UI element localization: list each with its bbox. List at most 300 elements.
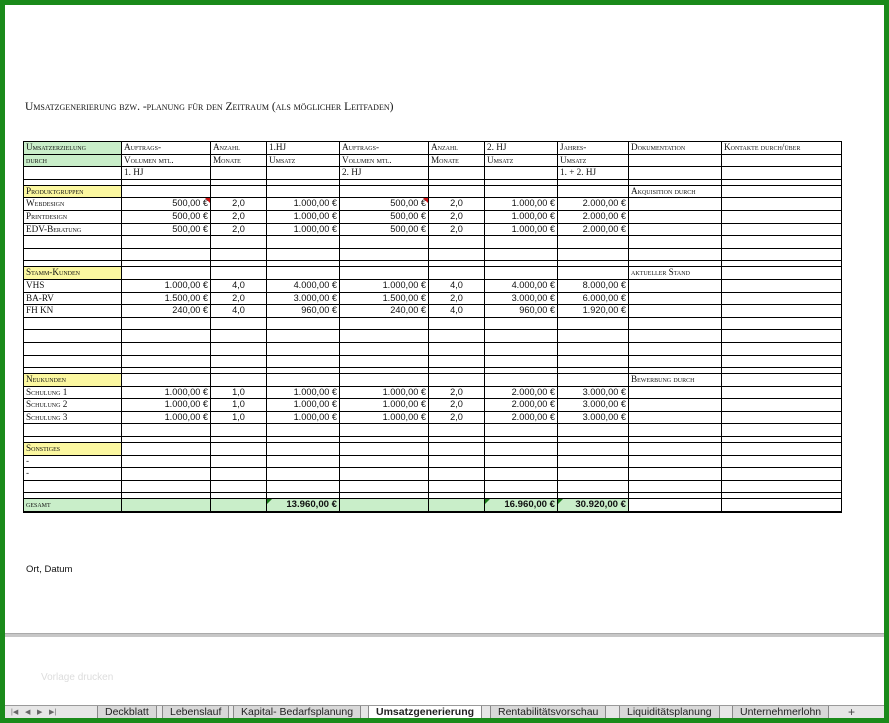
- doc-cell[interactable]: [629, 292, 722, 305]
- volume-hj2-cell[interactable]: 1.000,00 €: [340, 279, 429, 292]
- header-cell[interactable]: Auftrags-: [122, 142, 211, 155]
- empty-cell[interactable]: [722, 355, 842, 368]
- months-hj2-cell[interactable]: 4,0: [429, 279, 485, 292]
- header-cell[interactable]: 1. + 2. HJ: [558, 167, 629, 180]
- empty-cell[interactable]: [629, 342, 722, 355]
- header-cell[interactable]: Umsatzerzielung: [24, 142, 122, 155]
- empty-cell[interactable]: [485, 185, 558, 198]
- empty-cell[interactable]: [211, 468, 267, 481]
- empty-cell[interactable]: [629, 455, 722, 468]
- empty-cell[interactable]: [211, 443, 267, 456]
- row-label[interactable]: Schulung 1: [24, 386, 122, 399]
- annual-revenue-cell[interactable]: 2.000,00 €: [558, 223, 629, 236]
- header-cell[interactable]: Monate: [429, 154, 485, 167]
- empty-cell[interactable]: [340, 330, 429, 343]
- empty-cell[interactable]: [558, 355, 629, 368]
- empty-cell[interactable]: [122, 455, 211, 468]
- contact-cell[interactable]: [722, 279, 842, 292]
- empty-cell[interactable]: [558, 480, 629, 493]
- revenue-hj1-cell[interactable]: 4.000,00 €: [267, 279, 340, 292]
- header-cell[interactable]: [211, 167, 267, 180]
- empty-cell[interactable]: [211, 342, 267, 355]
- empty-cell[interactable]: [629, 468, 722, 481]
- empty-cell[interactable]: [429, 374, 485, 387]
- empty-cell[interactable]: [211, 424, 267, 437]
- revenue-hj1-cell[interactable]: 1.000,00 €: [267, 399, 340, 412]
- empty-cell[interactable]: [722, 185, 842, 198]
- section-label[interactable]: Sonstiges: [24, 443, 122, 456]
- empty-cell[interactable]: [211, 499, 267, 512]
- empty-cell[interactable]: [485, 248, 558, 261]
- tab-lebenslauf[interactable]: Lebenslauf: [162, 706, 229, 718]
- empty-cell[interactable]: [122, 424, 211, 437]
- empty-cell[interactable]: [211, 236, 267, 249]
- contact-cell[interactable]: [722, 305, 842, 318]
- revenue-hj1-cell[interactable]: 1.000,00 €: [267, 411, 340, 424]
- header-cell[interactable]: Kontakte durch/über: [722, 142, 842, 155]
- empty-cell[interactable]: [267, 424, 340, 437]
- empty-cell[interactable]: [629, 355, 722, 368]
- empty-cell[interactable]: [485, 455, 558, 468]
- header-cell[interactable]: Umsatz: [558, 154, 629, 167]
- empty-cell[interactable]: [429, 424, 485, 437]
- months-hj1-cell[interactable]: 2,0: [211, 292, 267, 305]
- empty-cell[interactable]: [558, 455, 629, 468]
- tab-kapital-bedarfsplanung[interactable]: Kapital- Bedarfsplanung: [233, 706, 361, 718]
- empty-cell[interactable]: [340, 267, 429, 280]
- empty-cell[interactable]: [722, 443, 842, 456]
- empty-cell[interactable]: [429, 185, 485, 198]
- empty-cell[interactable]: [122, 480, 211, 493]
- section-label[interactable]: Stamm-Kunden: [24, 267, 122, 280]
- volume-hj2-cell[interactable]: 240,00 €: [340, 305, 429, 318]
- empty-cell[interactable]: [722, 267, 842, 280]
- empty-cell[interactable]: [629, 236, 722, 249]
- doc-cell[interactable]: [629, 279, 722, 292]
- empty-cell[interactable]: [429, 236, 485, 249]
- header-cell[interactable]: 2. HJ: [485, 142, 558, 155]
- revenue-hj2-cell[interactable]: 960,00 €: [485, 305, 558, 318]
- header-cell[interactable]: Umsatz: [485, 154, 558, 167]
- total-hj2[interactable]: 16.960,00 €: [485, 499, 558, 512]
- empty-cell[interactable]: [211, 185, 267, 198]
- empty-cell[interactable]: [267, 317, 340, 330]
- empty-cell[interactable]: [24, 355, 122, 368]
- empty-cell[interactable]: [429, 248, 485, 261]
- table-row: [24, 198, 842, 211]
- tab-unternehmerlohn[interactable]: Unternehmerlohn: [732, 706, 829, 718]
- nav-prev-icon[interactable]: ◀: [25, 709, 31, 716]
- volume-hj1-cell[interactable]: 1.500,00 €: [122, 292, 211, 305]
- header-cell[interactable]: [24, 167, 122, 180]
- volume-hj1-cell[interactable]: 240,00 €: [122, 305, 211, 318]
- doc-cell[interactable]: [629, 305, 722, 318]
- annual-revenue-cell[interactable]: 3.000,00 €: [558, 411, 629, 424]
- months-hj2-cell[interactable]: 2,0: [429, 386, 485, 399]
- empty-cell[interactable]: [558, 330, 629, 343]
- table-row: [24, 386, 842, 399]
- empty-cell[interactable]: [267, 248, 340, 261]
- nav-last-icon[interactable]: ▶|: [49, 709, 57, 716]
- empty-cell[interactable]: [722, 480, 842, 493]
- contact-cell[interactable]: [722, 210, 842, 223]
- empty-cell[interactable]: [722, 424, 842, 437]
- table-row: [24, 399, 842, 412]
- contact-cell[interactable]: [722, 399, 842, 412]
- header-cell[interactable]: Volumen mtl.: [122, 154, 211, 167]
- empty-cell[interactable]: [24, 236, 122, 249]
- header-cell[interactable]: [722, 167, 842, 180]
- table-row: [24, 317, 842, 330]
- header-cell[interactable]: Anzahl: [211, 142, 267, 155]
- empty-cell[interactable]: [340, 424, 429, 437]
- revenue-hj2-cell[interactable]: 2.000,00 €: [485, 399, 558, 412]
- header-cell[interactable]: [267, 167, 340, 180]
- empty-cell[interactable]: [24, 424, 122, 437]
- revenue-hj2-cell[interactable]: 1.000,00 €: [485, 210, 558, 223]
- empty-cell[interactable]: [558, 185, 629, 198]
- empty-cell[interactable]: [629, 317, 722, 330]
- section-label[interactable]: Neukunden: [24, 374, 122, 387]
- revenue-hj2-cell[interactable]: 4.000,00 €: [485, 279, 558, 292]
- revenue-hj2-cell[interactable]: 3.000,00 €: [485, 292, 558, 305]
- empty-cell[interactable]: [485, 267, 558, 280]
- header-cell[interactable]: 1.HJ: [267, 142, 340, 155]
- months-hj2-cell[interactable]: 2,0: [429, 292, 485, 305]
- row-label[interactable]: Printdesign: [24, 210, 122, 223]
- table-row: [24, 210, 842, 223]
- doc-cell[interactable]: [629, 386, 722, 399]
- row-label[interactable]: Schulung 3: [24, 411, 122, 424]
- empty-cell[interactable]: [722, 317, 842, 330]
- empty-cell[interactable]: [429, 480, 485, 493]
- volume-hj2-cell[interactable]: 500,00 €: [340, 223, 429, 236]
- empty-cell[interactable]: [340, 355, 429, 368]
- header-cell[interactable]: [722, 154, 842, 167]
- header-cell[interactable]: 1. HJ: [122, 167, 211, 180]
- months-hj1-cell[interactable]: 4,0: [211, 279, 267, 292]
- volume-hj1-cell[interactable]: 1.000,00 €: [122, 399, 211, 412]
- empty-cell[interactable]: [267, 342, 340, 355]
- volume-hj2-cell[interactable]: 500,00 €: [340, 210, 429, 223]
- header-cell[interactable]: Umsatz: [267, 154, 340, 167]
- empty-cell[interactable]: [267, 267, 340, 280]
- empty-cell[interactable]: [722, 499, 842, 512]
- revenue-hj1-cell[interactable]: 3.000,00 €: [267, 292, 340, 305]
- empty-cell[interactable]: [267, 443, 340, 456]
- empty-cell[interactable]: [722, 236, 842, 249]
- empty-cell[interactable]: [267, 374, 340, 387]
- total-hj1[interactable]: 13.960,00 €: [267, 499, 340, 512]
- empty-cell[interactable]: [122, 267, 211, 280]
- row-label[interactable]: FH KN: [24, 305, 122, 318]
- row-label[interactable]: -: [24, 455, 122, 468]
- empty-cell[interactable]: [485, 480, 558, 493]
- empty-cell[interactable]: [122, 317, 211, 330]
- empty-cell[interactable]: [429, 468, 485, 481]
- spreadsheet-window: [5, 5, 884, 718]
- empty-cell[interactable]: [429, 355, 485, 368]
- empty-cell[interactable]: [211, 267, 267, 280]
- row-label[interactable]: VHS: [24, 279, 122, 292]
- volume-hj1-cell[interactable]: 500,00 €: [122, 198, 211, 211]
- empty-cell[interactable]: [211, 480, 267, 493]
- total-label[interactable]: gesamt: [24, 499, 122, 512]
- doc-cell[interactable]: [629, 198, 722, 211]
- months-hj2-cell[interactable]: 2,0: [429, 210, 485, 223]
- empty-cell[interactable]: [629, 248, 722, 261]
- table-row: [24, 305, 842, 318]
- empty-cell[interactable]: [429, 499, 485, 512]
- empty-cell[interactable]: [429, 455, 485, 468]
- volume-hj1-cell[interactable]: 1.000,00 €: [122, 386, 211, 399]
- empty-cell[interactable]: [558, 424, 629, 437]
- nav-first-icon[interactable]: |◀: [11, 709, 19, 716]
- volume-hj2-cell[interactable]: 1.000,00 €: [340, 411, 429, 424]
- row-label[interactable]: BA-RV: [24, 292, 122, 305]
- header-cell[interactable]: Volumen mtl.: [340, 154, 429, 167]
- empty-cell[interactable]: [340, 317, 429, 330]
- doc-cell[interactable]: aktueller Stand: [629, 267, 722, 280]
- volume-hj1-cell[interactable]: 1.000,00 €: [122, 279, 211, 292]
- header-cell[interactable]: Monate: [211, 154, 267, 167]
- sheet-title: Umsatzgenerierung bzw. -planung für den Zeitraum (als möglicher Leitfaden): [25, 101, 394, 113]
- annual-revenue-cell[interactable]: 2.000,00 €: [558, 198, 629, 211]
- empty-cell[interactable]: [340, 248, 429, 261]
- empty-cell[interactable]: [629, 499, 722, 512]
- contact-cell[interactable]: [722, 411, 842, 424]
- revenue-hj1-cell[interactable]: 1.000,00 €: [267, 223, 340, 236]
- empty-cell[interactable]: [122, 248, 211, 261]
- empty-cell[interactable]: [629, 480, 722, 493]
- revenue-hj2-cell[interactable]: 2.000,00 €: [485, 411, 558, 424]
- add-sheet-icon[interactable]: +: [848, 705, 856, 718]
- empty-cell[interactable]: [558, 267, 629, 280]
- row-label[interactable]: EDV-Beratung: [24, 223, 122, 236]
- empty-cell[interactable]: [267, 185, 340, 198]
- table-row: [24, 248, 842, 261]
- print-template-hint: Vorlage drucken: [41, 672, 114, 683]
- volume-hj2-cell[interactable]: 1.000,00 €: [340, 399, 429, 412]
- annual-revenue-cell[interactable]: 3.000,00 €: [558, 399, 629, 412]
- months-hj2-cell[interactable]: 2,0: [429, 223, 485, 236]
- table-row: [24, 223, 842, 236]
- empty-cell[interactable]: [24, 248, 122, 261]
- empty-cell[interactable]: [558, 443, 629, 456]
- empty-cell[interactable]: [340, 185, 429, 198]
- empty-cell[interactable]: [558, 317, 629, 330]
- empty-cell[interactable]: [211, 248, 267, 261]
- header-cell[interactable]: Jahres-: [558, 142, 629, 155]
- empty-cell[interactable]: [485, 355, 558, 368]
- empty-cell[interactable]: [558, 248, 629, 261]
- tab-umsatzgenerierung[interactable]: Umsatzgenerierung: [368, 706, 482, 718]
- empty-cell[interactable]: [340, 468, 429, 481]
- volume-hj1-cell[interactable]: 1.000,00 €: [122, 411, 211, 424]
- revenue-hj2-cell[interactable]: 1.000,00 €: [485, 223, 558, 236]
- months-hj1-cell[interactable]: 2,0: [211, 223, 267, 236]
- table-row: [24, 330, 842, 343]
- doc-cell[interactable]: [629, 223, 722, 236]
- doc-cell[interactable]: [629, 443, 722, 456]
- empty-cell[interactable]: [24, 317, 122, 330]
- empty-cell[interactable]: [340, 480, 429, 493]
- empty-cell[interactable]: [267, 480, 340, 493]
- months-hj2-cell[interactable]: 2,0: [429, 399, 485, 412]
- months-hj1-cell[interactable]: 4,0: [211, 305, 267, 318]
- revenue-hj1-cell[interactable]: 1.000,00 €: [267, 198, 340, 211]
- empty-cell[interactable]: [558, 374, 629, 387]
- months-hj2-cell[interactable]: 2,0: [429, 411, 485, 424]
- annual-revenue-cell[interactable]: 1.920,00 €: [558, 305, 629, 318]
- months-hj1-cell[interactable]: 2,0: [211, 210, 267, 223]
- section-label[interactable]: Produktgruppen: [24, 185, 122, 198]
- revenue-hj2-cell[interactable]: 2.000,00 €: [485, 386, 558, 399]
- empty-cell[interactable]: [429, 443, 485, 456]
- empty-cell[interactable]: [122, 330, 211, 343]
- doc-cell[interactable]: [629, 411, 722, 424]
- pane-separator[interactable]: [5, 633, 884, 637]
- row-label[interactable]: Webdesign: [24, 198, 122, 211]
- empty-cell[interactable]: [340, 236, 429, 249]
- empty-cell[interactable]: [485, 330, 558, 343]
- empty-cell[interactable]: [211, 355, 267, 368]
- nav-next-icon[interactable]: ▶: [37, 709, 43, 716]
- empty-cell[interactable]: [267, 236, 340, 249]
- annual-revenue-cell[interactable]: 2.000,00 €: [558, 210, 629, 223]
- empty-cell[interactable]: [429, 330, 485, 343]
- row-label[interactable]: Schulung 2: [24, 399, 122, 412]
- empty-cell[interactable]: [211, 317, 267, 330]
- contact-cell[interactable]: [722, 386, 842, 399]
- revenue-hj1-cell[interactable]: 1.000,00 €: [267, 386, 340, 399]
- empty-cell[interactable]: [267, 330, 340, 343]
- empty-cell[interactable]: [122, 374, 211, 387]
- contact-cell[interactable]: [722, 292, 842, 305]
- empty-cell[interactable]: [122, 443, 211, 456]
- tab-rentabilitaetsvorschau[interactable]: Rentabilitätsvorschau: [490, 706, 606, 718]
- months-hj1-cell[interactable]: 1,0: [211, 386, 267, 399]
- empty-cell[interactable]: [122, 468, 211, 481]
- tab-liquiditaetsplanung[interactable]: Liquiditätsplanung: [619, 706, 720, 718]
- empty-cell[interactable]: [722, 455, 842, 468]
- volume-hj2-cell[interactable]: 1.500,00 €: [340, 292, 429, 305]
- months-hj2-cell[interactable]: 4,0: [429, 305, 485, 318]
- empty-cell[interactable]: [485, 342, 558, 355]
- header-cell[interactable]: [485, 167, 558, 180]
- doc-cell[interactable]: Akquisition durch: [629, 185, 722, 198]
- annual-revenue-cell[interactable]: 6.000,00 €: [558, 292, 629, 305]
- empty-cell[interactable]: [629, 330, 722, 343]
- contact-cell[interactable]: [722, 198, 842, 211]
- empty-cell[interactable]: [211, 455, 267, 468]
- empty-cell[interactable]: [267, 468, 340, 481]
- table-row: [24, 355, 842, 368]
- empty-cell[interactable]: [429, 342, 485, 355]
- empty-cell[interactable]: [24, 480, 122, 493]
- empty-cell[interactable]: [485, 424, 558, 437]
- volume-hj2-cell[interactable]: 500,00 €: [340, 198, 429, 211]
- annual-revenue-cell[interactable]: 8.000,00 €: [558, 279, 629, 292]
- empty-cell[interactable]: [211, 330, 267, 343]
- header-cell[interactable]: [429, 167, 485, 180]
- doc-cell[interactable]: [629, 210, 722, 223]
- revenue-hj2-cell[interactable]: 1.000,00 €: [485, 198, 558, 211]
- empty-cell[interactable]: [122, 499, 211, 512]
- months-hj1-cell[interactable]: 1,0: [211, 411, 267, 424]
- empty-cell[interactable]: [485, 317, 558, 330]
- volume-hj1-cell[interactable]: 500,00 €: [122, 223, 211, 236]
- empty-cell[interactable]: [722, 468, 842, 481]
- volume-hj1-cell[interactable]: 500,00 €: [122, 210, 211, 223]
- empty-cell[interactable]: [24, 330, 122, 343]
- table-row: [24, 499, 842, 512]
- header-cell[interactable]: 2. HJ: [340, 167, 429, 180]
- header-cell[interactable]: [629, 154, 722, 167]
- empty-cell[interactable]: [629, 424, 722, 437]
- empty-cell[interactable]: [122, 185, 211, 198]
- empty-cell[interactable]: [429, 267, 485, 280]
- months-hj1-cell[interactable]: 1,0: [211, 399, 267, 412]
- empty-cell[interactable]: [722, 248, 842, 261]
- empty-cell[interactable]: [267, 455, 340, 468]
- empty-cell[interactable]: [722, 342, 842, 355]
- empty-cell[interactable]: [340, 374, 429, 387]
- empty-cell[interactable]: [558, 468, 629, 481]
- empty-cell[interactable]: [122, 342, 211, 355]
- doc-cell[interactable]: [629, 399, 722, 412]
- total-annual[interactable]: 30.920,00 €: [558, 499, 629, 512]
- revenue-hj1-cell[interactable]: 960,00 €: [267, 305, 340, 318]
- header-cell[interactable]: durch: [24, 154, 122, 167]
- empty-cell[interactable]: [267, 355, 340, 368]
- empty-cell[interactable]: [558, 342, 629, 355]
- months-hj1-cell[interactable]: 2,0: [211, 198, 267, 211]
- annual-revenue-cell[interactable]: 3.000,00 €: [558, 386, 629, 399]
- header-cell[interactable]: Dokumentation: [629, 142, 722, 155]
- doc-cell[interactable]: Bewerbung durch: [629, 374, 722, 387]
- empty-cell[interactable]: [340, 342, 429, 355]
- empty-cell[interactable]: [211, 374, 267, 387]
- empty-cell[interactable]: [340, 455, 429, 468]
- header-cell[interactable]: Anzahl: [429, 142, 485, 155]
- empty-cell[interactable]: [722, 330, 842, 343]
- empty-cell[interactable]: [340, 443, 429, 456]
- empty-cell[interactable]: [722, 374, 842, 387]
- header-cell[interactable]: Auftrags-: [340, 142, 429, 155]
- header-cell[interactable]: [629, 167, 722, 180]
- volume-hj2-cell[interactable]: 1.000,00 €: [340, 386, 429, 399]
- empty-cell[interactable]: [24, 342, 122, 355]
- empty-cell[interactable]: [485, 443, 558, 456]
- empty-cell[interactable]: [485, 236, 558, 249]
- empty-cell[interactable]: [122, 236, 211, 249]
- row-label[interactable]: -: [24, 468, 122, 481]
- revenue-table: [23, 141, 842, 513]
- empty-cell[interactable]: [485, 374, 558, 387]
- empty-cell[interactable]: [558, 236, 629, 249]
- revenue-hj1-cell[interactable]: 1.000,00 €: [267, 210, 340, 223]
- tab-deckblatt[interactable]: Deckblatt: [97, 706, 157, 718]
- table-row: [24, 167, 842, 180]
- contact-cell[interactable]: [722, 223, 842, 236]
- empty-cell[interactable]: [340, 499, 429, 512]
- table-row: [24, 185, 842, 198]
- empty-cell[interactable]: [429, 317, 485, 330]
- months-hj2-cell[interactable]: 2,0: [429, 198, 485, 211]
- empty-cell[interactable]: [485, 468, 558, 481]
- empty-cell[interactable]: [122, 355, 211, 368]
